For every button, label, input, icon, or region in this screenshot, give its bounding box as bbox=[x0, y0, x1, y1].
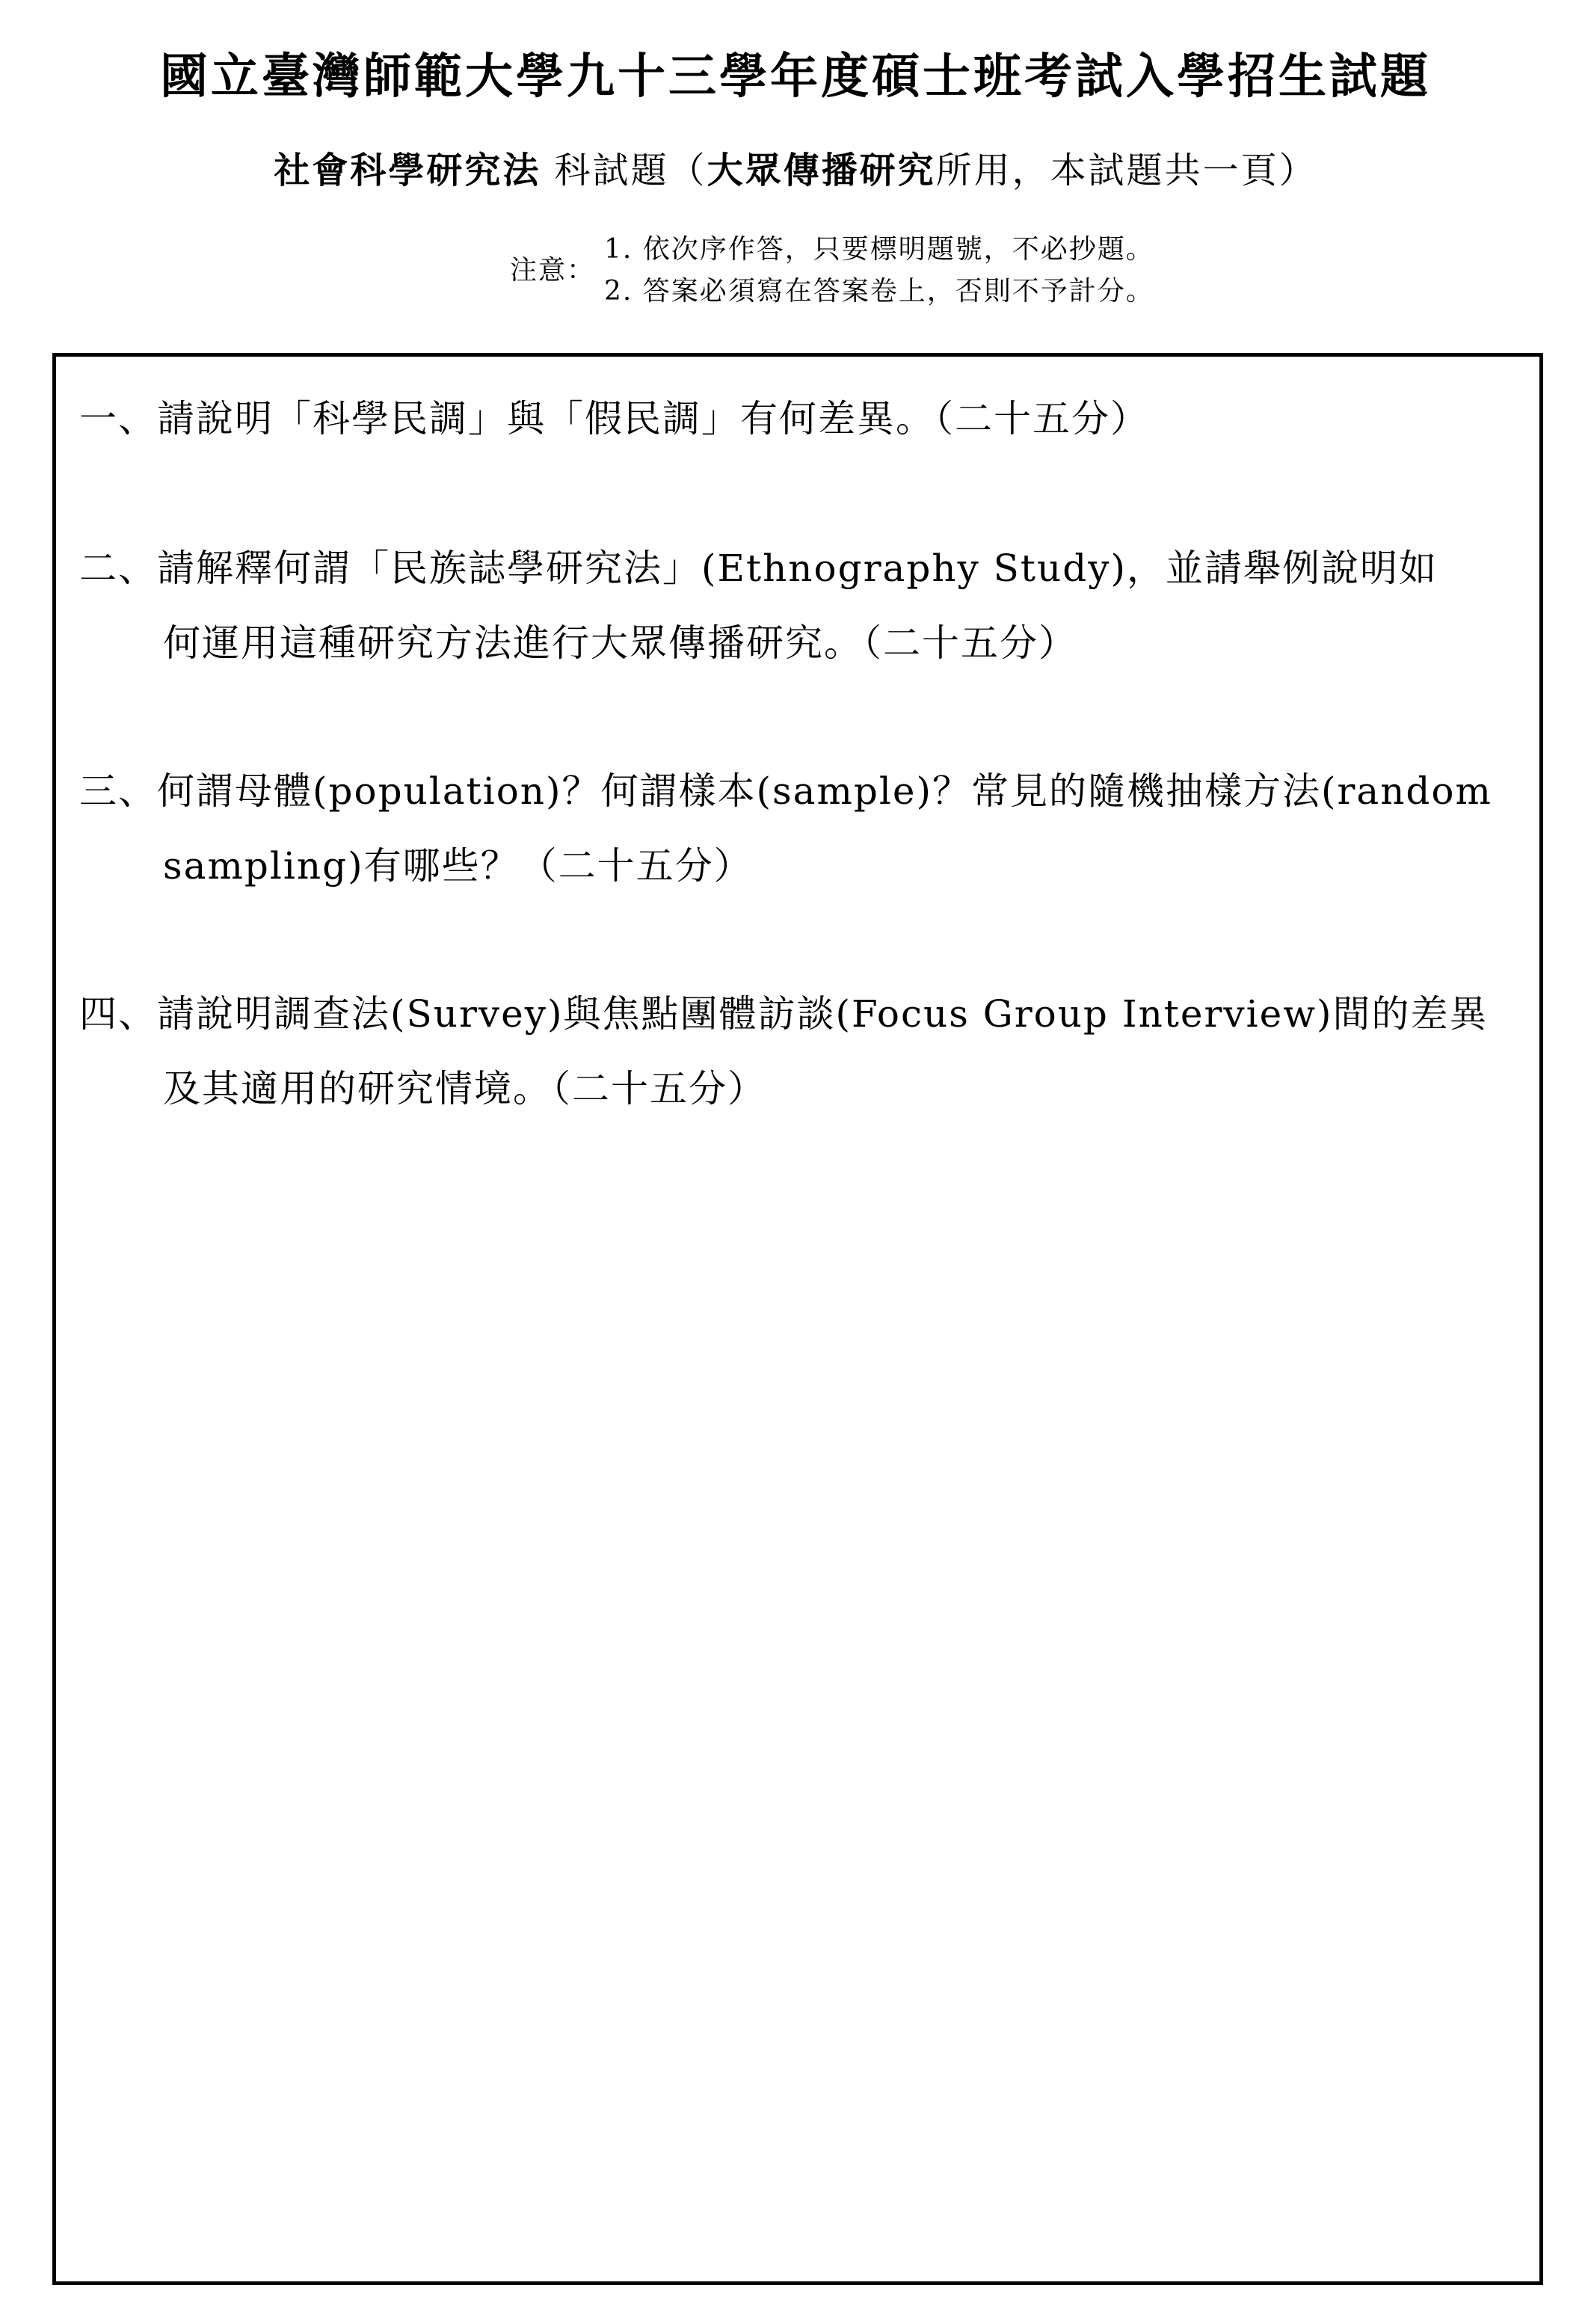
subtitle-end: 所用，本試題共一頁） bbox=[935, 150, 1317, 191]
question-3 bbox=[79, 754, 1492, 903]
notice-item: 2. 答案必須寫在答案卷上，否則不予計分。 bbox=[604, 276, 1154, 307]
subtitle-middle: 科試題（ bbox=[541, 150, 707, 191]
subject-name: 社會科學研究法 bbox=[274, 150, 541, 191]
question-line: 一、請說明「科學民調」與「假民調」有何差異。（二十五分） bbox=[79, 397, 1149, 440]
notice-label: 注意： bbox=[510, 255, 596, 286]
question-line: 四、請說明調查法(Survey)與焦點團體訪談(Focus Group Interview)間的差異 bbox=[79, 992, 1489, 1036]
notice-items bbox=[604, 229, 1154, 313]
question-1 bbox=[79, 381, 1149, 456]
question-line: 及其適用的研究情境。（二十五分） bbox=[163, 1067, 766, 1110]
question-line: 二、請解釋何謂「民族誌學研究法」(Ethnography Study)，並請舉例說明如 bbox=[79, 547, 1438, 590]
question-line: 三、何謂母體(population)？何謂樣本(sample)？常見的隨機抽樣方法(random bbox=[79, 769, 1492, 813]
exam-subtitle bbox=[0, 147, 1591, 194]
question-2 bbox=[79, 531, 1438, 680]
question-4 bbox=[79, 977, 1489, 1126]
question-line: 何運用這種研究方法進行大眾傳播研究。（二十五分） bbox=[163, 621, 1077, 665]
department-name: 大眾傳播研究 bbox=[707, 150, 936, 191]
notice-block bbox=[510, 229, 1154, 313]
notice-item: 1. 依次序作答，只要標明題號，不必抄題。 bbox=[604, 234, 1154, 265]
exam-title: 國立臺灣師範大學九十三學年度碩士班考試入學招生試題 bbox=[160, 49, 1431, 105]
question-line: sampling)有哪些？（二十五分） bbox=[163, 844, 753, 888]
